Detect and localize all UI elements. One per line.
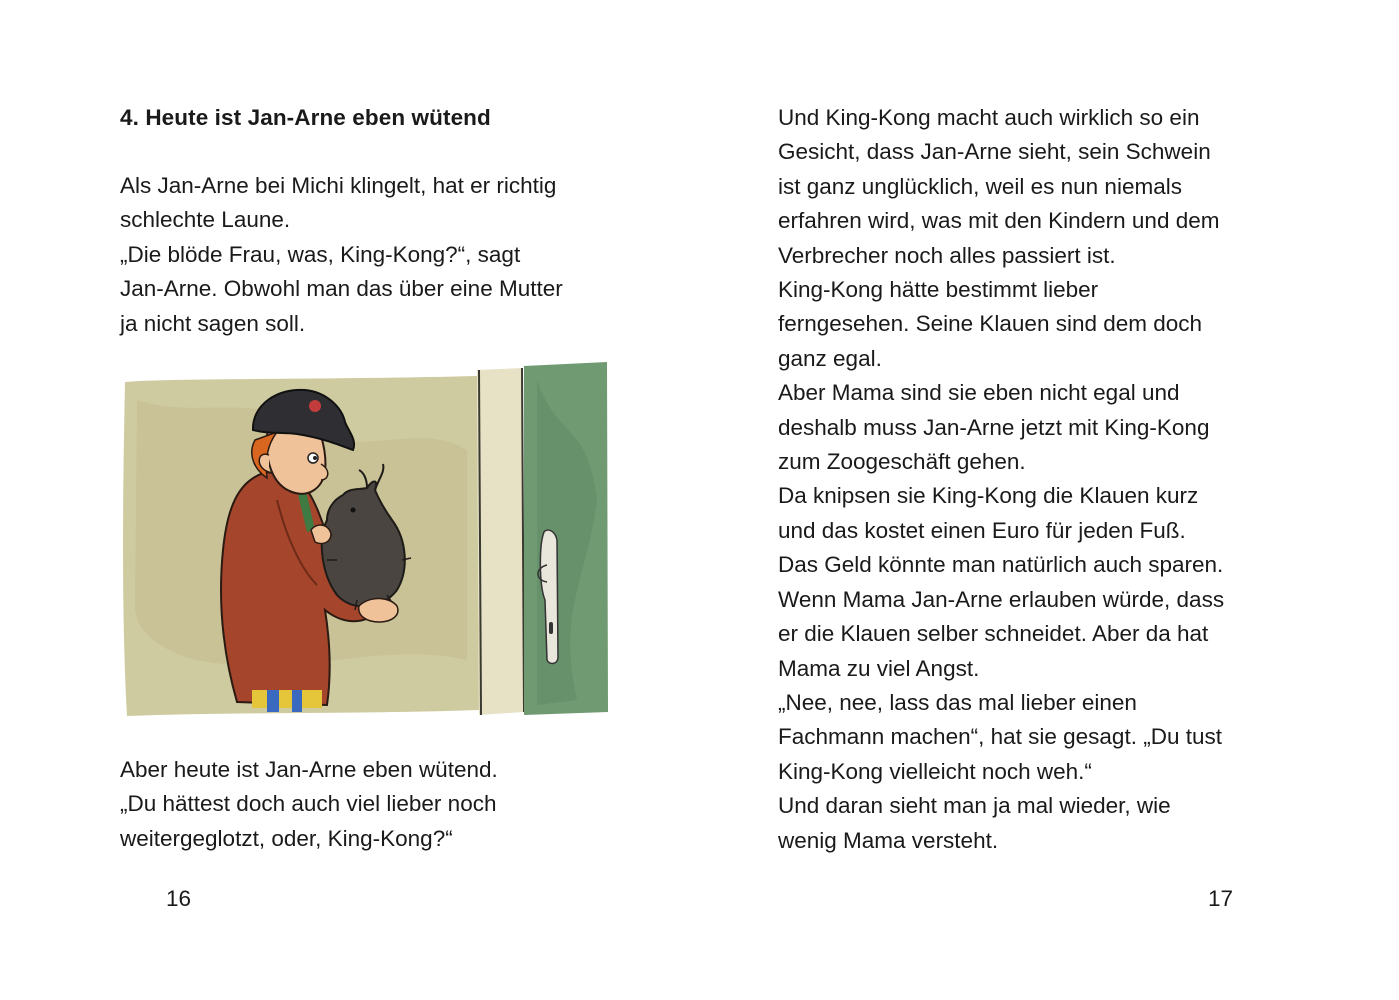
text-line: King-Kong hätte bestimmt lieber (778, 277, 1099, 303)
text-line: schlechte Laune. (120, 207, 291, 233)
text-line: wenig Mama versteht. (778, 827, 999, 853)
text-line: Und daran sieht man ja mal wieder, wie (778, 793, 1171, 819)
text-line: deshalb muss Jan-Arne jetzt mit King-Kong (778, 414, 1210, 440)
chapter-title: 4. Heute ist Jan-Arne eben wütend (120, 105, 491, 130)
paragraph-bottom (120, 753, 498, 856)
text-line: Das Geld könnte man natürlich auch sparen. (778, 552, 1224, 578)
text-line: Wenn Mama Jan-Arne erlauben würde, dass (778, 586, 1225, 612)
text-line: King-Kong vielleicht noch weh.“ (778, 758, 1092, 784)
page-number-left: 16 (166, 886, 192, 911)
text-line: erfahren wird, was mit den Kindern und dem (778, 208, 1220, 234)
paragraph-right (778, 101, 1224, 858)
text-line: Mama zu viel Angst. (778, 655, 980, 681)
text-line: Aber Mama sind sie eben nicht egal und (778, 380, 1180, 406)
text-line: ferngesehen. Seine Klauen sind dem doch (778, 311, 1203, 337)
page-number-right: 17 (1208, 886, 1234, 911)
door-frame (477, 368, 524, 715)
paragraph-top (120, 169, 563, 341)
text-line: Aber heute ist Jan-Arne eben wütend. (120, 757, 498, 782)
right-page (700, 0, 1399, 1000)
text-line: Als Jan-Arne bei Michi klingelt, hat er richtig (120, 173, 557, 198)
text-line: Da knipsen sie King-Kong die Klauen kurz (778, 483, 1199, 509)
text-line: weitergeglotzt, oder, King-Kong?“ (120, 825, 453, 851)
text-line: und das kostet einen Euro für jeden Fuß. (778, 517, 1186, 543)
illustration-boy-with-pet (117, 360, 609, 725)
text-line: er die Klauen selber schneidet. Aber da hat (778, 621, 1209, 647)
text-line: Gesicht, dass Jan-Arne sieht, sein Schwein (778, 139, 1211, 165)
text-line: „Nee, nee, lass das mal lieber einen (778, 689, 1137, 715)
text-line: Fachmann machen“, hat sie gesagt. „Du tust (778, 724, 1222, 750)
text-line: Verbrecher noch alles passiert ist. (778, 242, 1116, 268)
text-line: Und King-Kong macht auch wirklich so ein (778, 105, 1200, 130)
text-line: ja nicht sagen soll. (120, 310, 306, 336)
text-line: ganz egal. (778, 345, 882, 371)
text-line: „Du hättest doch auch viel lieber noch (120, 791, 497, 817)
text-line: Jan-Arne. Obwohl man das über eine Mutter (120, 276, 563, 302)
text-line: ist ganz unglücklich, weil es nun niemals (778, 173, 1182, 199)
text-line: „Die blöde Frau, was, King-Kong?“, sagt (120, 241, 521, 267)
text-line: zum Zoogeschäft gehen. (778, 449, 1026, 475)
